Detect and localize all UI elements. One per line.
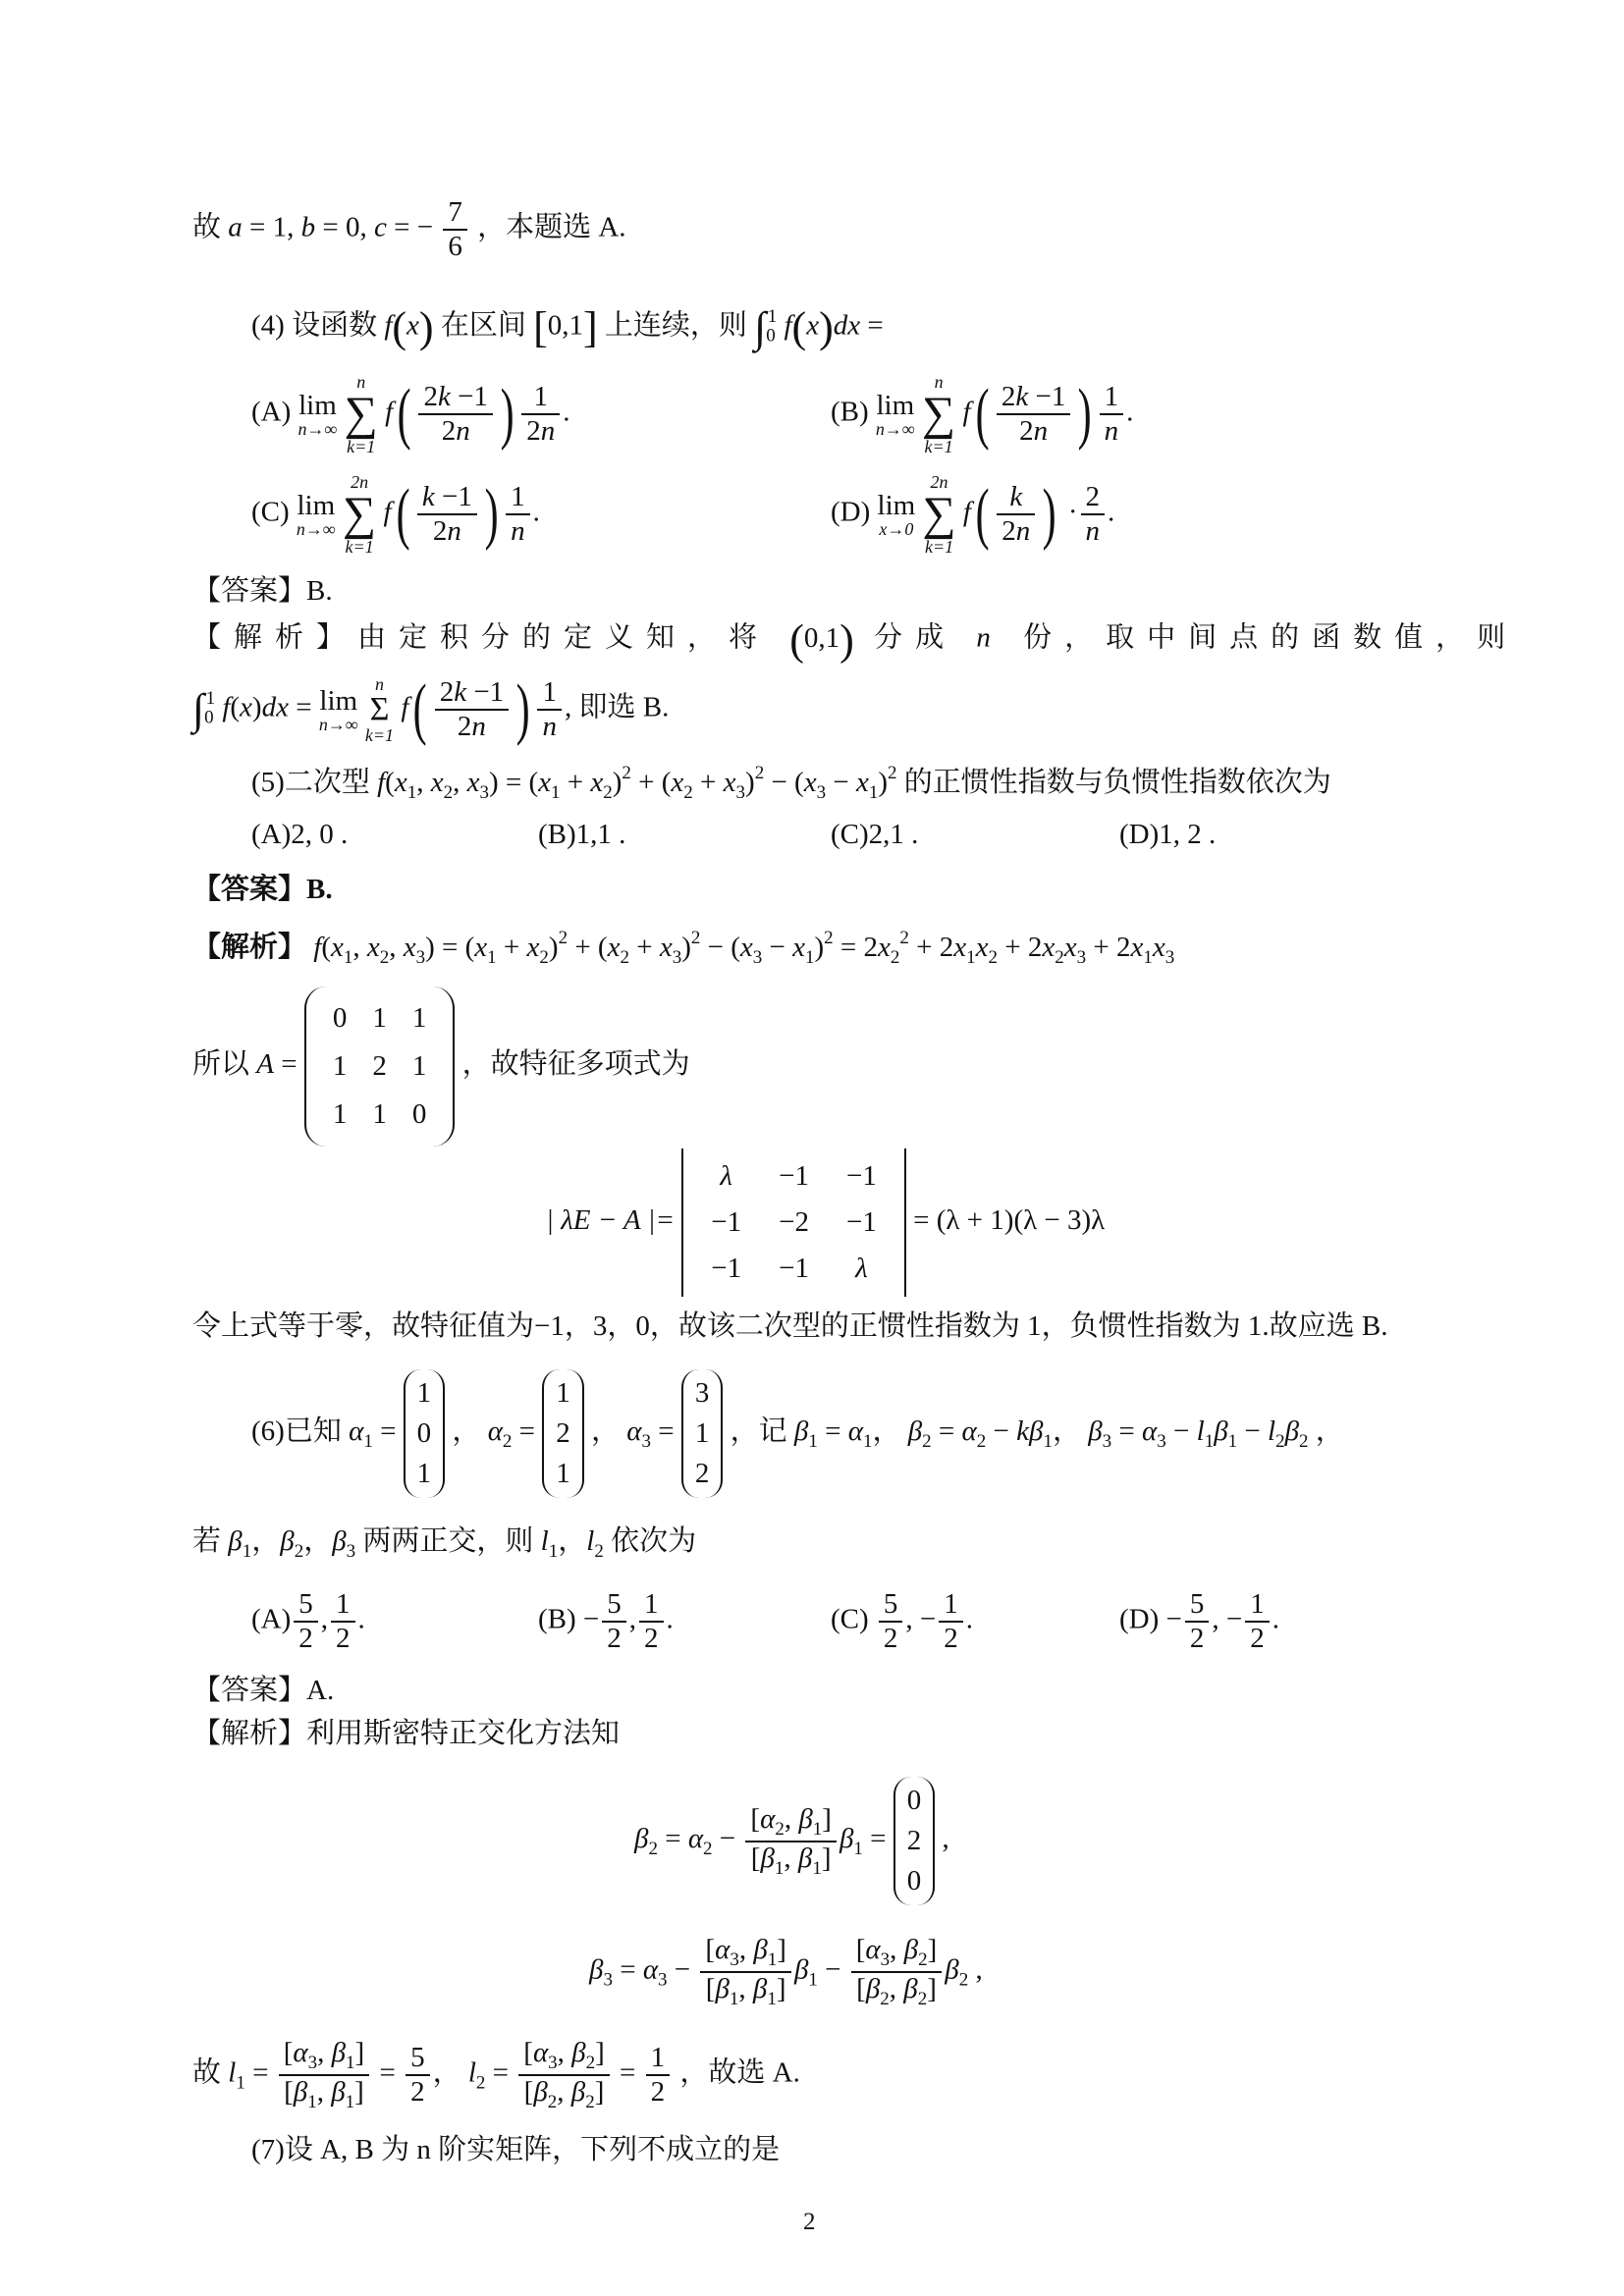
text-choose-a: ，本题选 A. [477, 211, 626, 243]
determinant-line [546, 1148, 1105, 1297]
analysis-5-head: 【解析】 [192, 932, 307, 963]
det-pre: | λE − A |= [546, 1204, 676, 1237]
fraction-7-6: $\frac{7}{6}$ [443, 196, 467, 263]
answer-5: 【答案】B. [192, 874, 333, 905]
question-4-option-d: (D) lim x→0 2n ∑ k=1 f( $\frac{k}{2n}$ ) · $\frac{2}{n}$ . [831, 472, 1115, 557]
option-c-label: (C) [251, 496, 290, 528]
line-conclusion-q3: 故 a = 1, b = 0, c = − $\frac{7}{6}$ ，本题选 A. [192, 196, 626, 262]
answer-4: 【答案】B. [192, 575, 333, 607]
option-b-label: (B) [831, 396, 869, 428]
math-abc: a [228, 211, 243, 243]
answer-6: 【答案】A. [192, 1675, 335, 1706]
q6-opt-a: (A) $\frac{5}{2}$ , $\frac{1}{2}$ . [251, 1588, 365, 1654]
question-5-stem: (5)二次型 $f(x_1$, $x_2$, $x_3) = (x_1 + x_2)^2 + (x_2 + x_3)^2 - (x_3 - x_1)^2$ 的正惯性指数与负惯性指数依次为 [251, 763, 1331, 803]
q6-sep2: ， [591, 1415, 621, 1448]
matrix-a-line: 所以 A = 0 1 1 1 2 1 1 1 0 ，故特征多项式为 [192, 987, 690, 1147]
matrix-a-pre: 所以 [192, 1048, 250, 1081]
question-7-stem: (7)设 A, B 为 n 阶实矩阵，下列不成立的是 [251, 2134, 781, 2165]
option-a-label: (A) [251, 396, 292, 428]
q6-label: (6)已知 [251, 1415, 342, 1448]
q6b-pre: 若 [192, 1525, 222, 1557]
l-line-pre: 故 [192, 2056, 222, 2089]
question-6-stem: (6)已知 $\alpha_1$ = 1 0 1 ， $\alpha_2$ = 1 2 1 ， $\alpha_3$ = 3 1 2 ，记 $\beta_1 = \alpha_1$， $\beta_2 = \alpha_2 - k\beta_1$， $\beta_3 = \alpha_3 - l_1\beta_1 - l_2\beta_2$ ， [251, 1369, 1344, 1498]
determinant: λ −1 −1 −1 −2 −1 −1 −1 λ [681, 1148, 906, 1297]
analysis-4-line2: $\int_0^1$ f(x)dx = lim n→∞ n Σ k=1 f( $\frac{2k -1}{2n}$ ) $\frac{1}{n}$ , 即选 B. [192, 671, 670, 747]
vector-alpha1: 1 0 1 [404, 1369, 446, 1498]
q5-opt-c: (C)2,1 . [831, 819, 919, 850]
vector-alpha2: 1 2 1 [542, 1369, 584, 1498]
matrix-a-tail: ，故特征多项式为 [461, 1048, 690, 1081]
matrix-a: 0 1 1 1 2 1 1 1 0 [304, 987, 456, 1147]
det-tail: = (λ + 1)(λ − 3)λ [913, 1204, 1106, 1237]
q6-mid: ，记 [730, 1415, 787, 1448]
q6b-tail2: 依次为 [611, 1525, 697, 1557]
vector-alpha3: 3 1 2 [681, 1369, 724, 1498]
q6b-tail: 两两正交，则 [362, 1525, 534, 1557]
text-gu: 故 [192, 211, 222, 243]
page-number: 2 [803, 2209, 816, 2235]
question-4-option-c: (C) lim n→∞ 2n ∑ k=1 f( $\frac{k -1}{2n}$ ) $\frac{1}{n}$ . [251, 472, 540, 557]
question-4-stem: (4) 设函数 f(x) 在区间 [0,1] 上连续，则 $\int_0^1$ f(x)dx = [251, 303, 884, 351]
analysis-4-choose-b: 即选 B. [578, 691, 670, 723]
question-6-condition: 若 $\beta_1$，$\beta_2$，$\beta_3$ 两两正交，则 $l_1$，$l_2$ 依次为 [192, 1525, 697, 1562]
q5-opt-d: (D)1, 2 . [1119, 819, 1217, 850]
q6-tail: ， [1315, 1415, 1344, 1448]
beta3-formula: $\beta_3 = \alpha_3$ − $\frac{[\alpha_3, \beta_1]}{[\beta_1, \beta_1]}$ $\beta_1$ − $\frac{[\alpha_3, \beta_2]}{[\beta_2, \beta_2]}$ $\beta_2$ , [589, 1934, 983, 2009]
q6-opt-c: (C) $\frac{5}{2}$ , − $\frac{1}{2}$ . [831, 1588, 974, 1654]
vector-beta2: 0 2 0 [893, 1777, 936, 1905]
l-values-line: 故 $l_1$ = $\frac{[\alpha_3, \beta_1]}{[\beta_1, \beta_1]}$ = $\frac{5}{2}$ ， $l_2$ = $\frac{[\alpha_3, \beta_2]}{[\beta_2, \beta_2]}$ = $\frac{1}{2}$ ，故选 A. [192, 2037, 800, 2112]
q5-tail: 的正惯性指数与负惯性指数依次为 [903, 767, 1331, 798]
analysis-4-tail: 份，取中间点的函数值，则 [1023, 621, 1519, 654]
eigenvalue-line: 令上式等于零，故特征值为−1，3，0，故该二次型的正惯性指数为 1，负惯性指数为 1.故应选 B. [192, 1310, 1388, 1342]
analysis-4-head: 【解析】由定积分的定义知，将 [192, 621, 771, 654]
analysis-5-line: 【解析】 $f(x_1$, $x_2$, $x_3) = (x_1 + x_2)^2 + (x_2 + x_3)^2 - (x_3 - x_1)^2 = 2x_2^2 + 2x_1x_2 + 2x_2x_3 + 2x_1x_3$ [192, 928, 1175, 968]
q6-opt-d: (D) − $\frac{5}{2}$ , − $\frac{1}{2}$ . [1119, 1588, 1279, 1654]
q5-opt-a: (A)2, 0 . [251, 819, 349, 850]
q4-text-continuous: 上连续，则 [604, 309, 747, 342]
q6-sep1: ， [452, 1415, 481, 1448]
q4-text-interval: 在区间 [440, 309, 526, 342]
beta2-formula: $\beta_2 = \alpha_2$ − $\frac{[\alpha_2, \beta_1]}{[\beta_1, \beta_1]}$ $\beta_1$ = 0 2 0 , [634, 1777, 949, 1905]
option-d-label: (D) [831, 496, 871, 528]
q6-opt-b: (B) − $\frac{5}{2}$ , $\frac{1}{2}$ . [538, 1588, 674, 1654]
question-4-option-a: (A) lim n→∞ n ∑ k=1 f( $\frac{2k -1}{2n}$ ) $\frac{1}{2n}$ . [251, 372, 570, 456]
analysis-4-line1: 【解析】由定积分的定义知，将 (0,1) 分成 n 份，取中间点的函数值，则 [192, 615, 1519, 664]
analysis-6-head: 【解析】利用斯密特正交化方法知 [192, 1718, 621, 1749]
l-line-tail: ，故选 A. [679, 2056, 800, 2089]
q5-opt-b: (B)1,1 . [538, 819, 626, 850]
analysis-4-mid: 分成 [874, 621, 957, 654]
q4-label: (4) 设函数 [251, 309, 378, 342]
question-4-option-b: (B) lim n→∞ n ∑ k=1 f( $\frac{2k -1}{2n}$ ) $\frac{1}{n}$ . [831, 372, 1134, 456]
q5-label: (5)二次型 [251, 767, 370, 798]
